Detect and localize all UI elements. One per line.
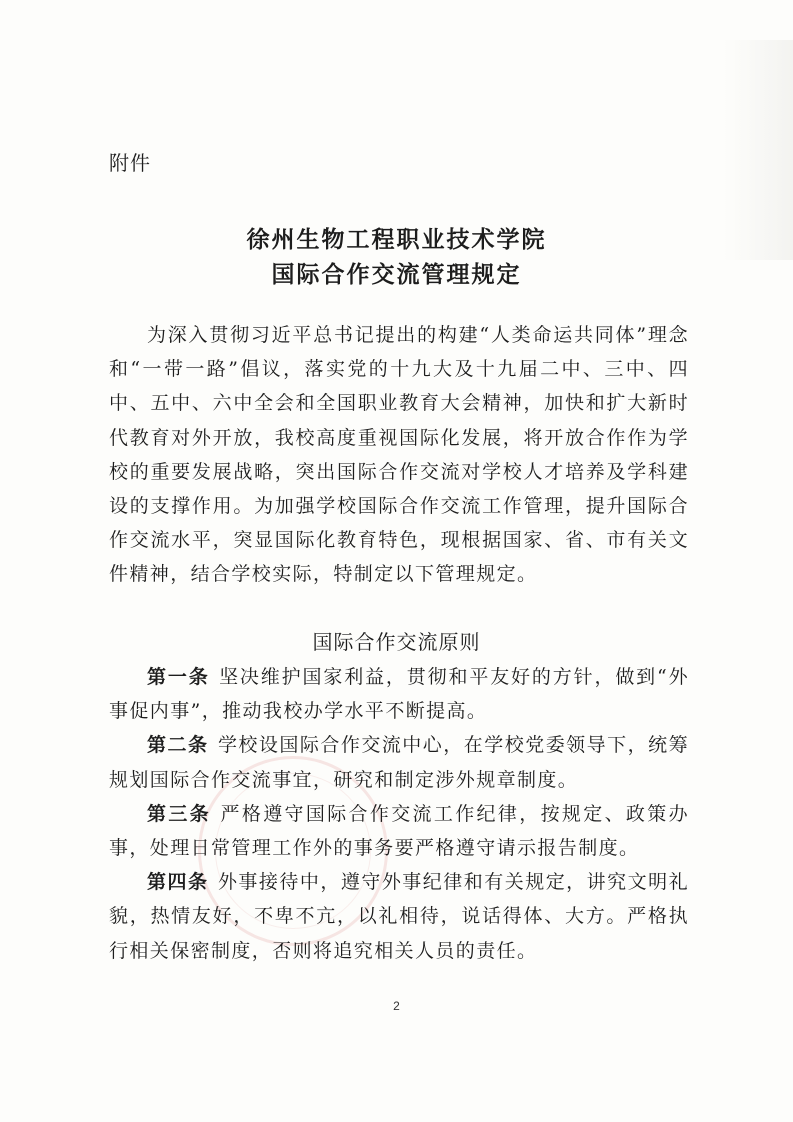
article-label: 第一条 <box>147 666 210 688</box>
article-text: 学校设国际合作交流中心，在学校党委领导下，统筹规划国际合作交流事宜，研究和制定涉外规章制度。 <box>109 734 689 791</box>
attachment-label: 附件 <box>109 151 151 175</box>
page-number: 2 <box>393 999 400 1013</box>
article-label: 第二条 <box>147 734 209 757</box>
article-text: 坚决维护国家利益，贯彻和平友好的方针，做到“外事促内事”，推动我校办学水平不断提高。 <box>109 666 690 723</box>
articles-list <box>109 660 689 968</box>
intro-paragraph: 为深入贯彻习近平总书记提出的构建“人类命运共同体”理念和“一带一路”倡议，落实党的十九大及十九届二中、三中、四中、五中、六中全会和全国职业教育大会精神，加快和扩大新时代教育对外开放，我校高度重视国际化发展，将开放合作作为学校的重要发展战略，突出国际合作交流对学校人才培养及学科建设的支撑作用。为加强学校国际合作交流工作管理，提升国际合作交流水平，突显国际化教育特色，现根据国家、省、市有关文件精神，结合学校实际，特制定以下管理规定。 <box>109 324 689 586</box>
document-title-line-1: 徐州生物工程职业技术学院 <box>246 227 547 253</box>
article-2 <box>109 728 689 796</box>
article-label: 第三条 <box>147 802 212 825</box>
section-heading: 国际合作交流原则 <box>312 630 481 654</box>
document-title-line-2: 国际合作交流管理规定 <box>271 262 522 288</box>
article-3 <box>109 797 689 865</box>
article-text: 严格遵守国际合作交流工作纪律，按规定、政策办事，处理日常管理工作外的事务要严格遵守请示报告制度。 <box>109 802 689 860</box>
article-4 <box>109 865 689 968</box>
article-text: 外事接待中，遵守外事纪律和有关规定，讲究文明礼貌，热情友好，不卑不亢，以礼相待，说话得体、大方。严格执行相关保密制度，否则将追究相关人员的责任。 <box>109 871 689 962</box>
article-label: 第四条 <box>147 871 209 894</box>
article-1 <box>109 660 689 728</box>
